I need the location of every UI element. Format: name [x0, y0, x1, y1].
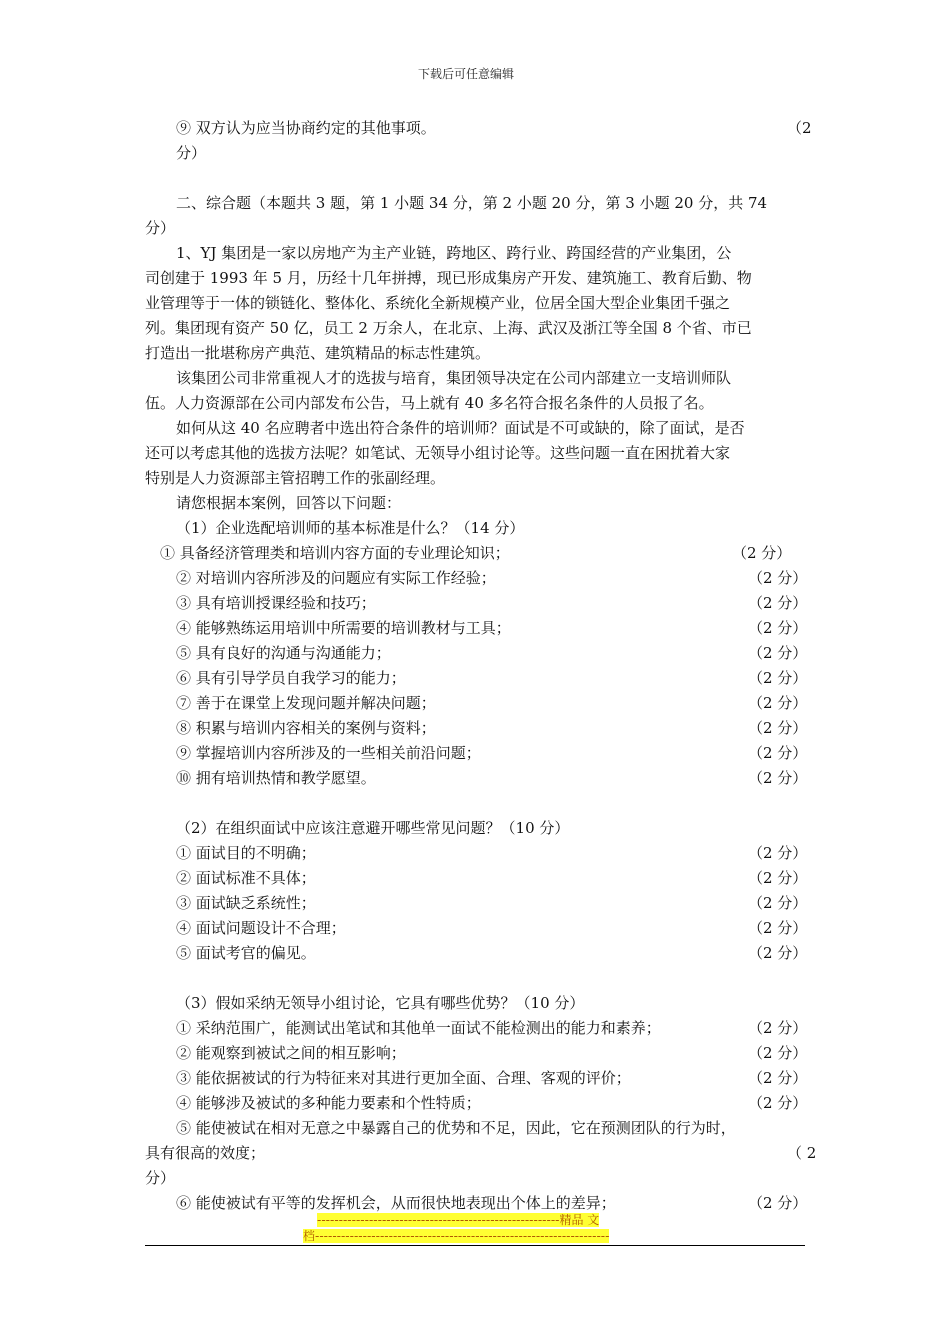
q2-title: （2）在组织面试中应该注意避开哪些常见问题？（10 分）: [176, 819, 570, 837]
case-p2-line1: 该集团公司非常重视人才的选拔与培育，集团领导决定在公司内部建立一支培训师队: [176, 369, 732, 387]
item-9-score-cont: 分）: [176, 144, 207, 162]
q2-item: ⑤ 面试考官的偏见。: [176, 944, 316, 962]
q1-item-score: （2 分）: [748, 644, 808, 662]
case-p3-line1: 如何从这 40 名应聘者中选出符合条件的培训师？面试是不可或缺的，除了面试，是否: [176, 419, 745, 437]
q3-item: ③ 能依据被试的行为特征来对其进行更加全面、合理、客观的评价；: [176, 1069, 631, 1087]
q1-item: ⑧ 积累与培训内容相关的案例与资料；: [176, 719, 436, 737]
case-p1-line3: 业管理等于一体的锁链化、整体化、系统化全新规模产业，位居全国大型企业集团千强之: [145, 294, 731, 312]
q3-item-score: （2 分）: [748, 1044, 808, 1062]
q1-item: ⑦ 善于在课堂上发现问题并解决问题；: [176, 694, 436, 712]
q1-item-score: （2 分）: [748, 619, 808, 637]
q2-item-score: （2 分）: [748, 919, 808, 937]
q1-item-score: （2 分）: [748, 569, 808, 587]
footer-watermark-line1: --------------------------------------------------------精品 文: [317, 1213, 600, 1227]
q2-item-score: （2 分）: [748, 894, 808, 912]
q3-item: ① 采纳范围广，能测试出笔试和其他单一面试不能检测出的能力和素养；: [176, 1019, 661, 1037]
q1-item-score: （2 分）: [748, 594, 808, 612]
q3-item-score: （2 分）: [748, 1094, 808, 1112]
q2-item: ④ 面试问题设计不合理；: [176, 919, 346, 937]
q3-item-5-cont: 具有很高的效度；: [145, 1144, 266, 1162]
section-2-heading-cont: 分）: [145, 219, 176, 237]
q1-item: ① 具备经济管理类和培训内容方面的专业理论知识；: [160, 544, 510, 562]
case-prompt: 请您根据本案例，回答以下问题：: [176, 494, 402, 512]
q3-item-score: （2 分）: [748, 1019, 808, 1037]
q1-item: ③ 具有培训授课经验和技巧；: [176, 594, 376, 612]
q3-item-5: ⑤ 能使被试在相对无意之中暴露自己的优势和不足，因此，它在预测团队的行为时，: [176, 1119, 736, 1137]
q2-item-score: （2 分）: [748, 844, 808, 862]
q2-item: ③ 面试缺乏系统性；: [176, 894, 316, 912]
case-p1-line4: 列。集团现有资产 50 亿，员工 2 万余人，在北京、上海、武汉及浙江等全国 8 个省、市已: [145, 319, 752, 337]
q1-item: ⑤ 具有良好的沟通与沟通能力；: [176, 644, 391, 662]
q3-item-5-score: （ 2: [787, 1144, 817, 1162]
item-9-score: （2: [787, 119, 812, 137]
q1-item: ⑨ 掌握培训内容所涉及的一些相关前沿问题；: [176, 744, 481, 762]
q3-item: ④ 能够涉及被试的多种能力要素和个性特质；: [176, 1094, 481, 1112]
q2-item-score: （2 分）: [748, 944, 808, 962]
case-p3-line3: 特别是人力资源部主管招聘工作的张副经理。: [145, 469, 446, 487]
q3-title: （3）假如采纳无领导小组讨论，它具有哪些优势？（10 分）: [176, 994, 585, 1012]
case-p1-line1: 1、YJ 集团是一家以房地产为主产业链，跨地区、跨行业、跨国经营的产业集团，公: [176, 244, 732, 262]
q1-item-score: （2 分）: [748, 669, 808, 687]
footer-watermark-line2: 档--------------------------------------------------------------------: [303, 1229, 610, 1243]
page-header: 下载后可任意编辑: [418, 67, 515, 81]
item-9-text: ⑨ 双方认为应当协商约定的其他事项。: [176, 119, 436, 137]
q1-item-score: （2 分）: [748, 719, 808, 737]
case-p1-line5: 打造出一批堪称房产典范、建筑精品的标志性建筑。: [145, 344, 491, 362]
q1-item-score: （2 分）: [732, 544, 792, 562]
q1-item: ④ 能够熟练运用培训中所需要的培训教材与工具；: [176, 619, 511, 637]
q1-item: ⑩ 拥有培训热情和教学愿望。: [176, 769, 376, 787]
q2-item: ① 面试目的不明确；: [176, 844, 316, 862]
q3-item-score: （2 分）: [748, 1069, 808, 1087]
case-p1-line2: 司创建于 1993 年 5 月，历经十几年拼搏，现已形成集房产开发、建筑施工、教育后勤、物: [145, 269, 752, 287]
q1-item: ② 对培训内容所涉及的问题应有实际工作经验；: [176, 569, 496, 587]
footer-divider: [145, 1245, 805, 1246]
q3-item-6: ⑥ 能使被试有平等的发挥机会，从而很快地表现出个体上的差异；: [176, 1194, 616, 1212]
q3-item: ② 能观察到被试之间的相互影响；: [176, 1044, 406, 1062]
q1-item-score: （2 分）: [748, 744, 808, 762]
q2-item: ② 面试标准不具体；: [176, 869, 316, 887]
q1-item-score: （2 分）: [748, 694, 808, 712]
case-p2-line2: 伍。人力资源部在公司内部发布公告，马上就有 40 多名符合报名条件的人员报了名。: [145, 394, 714, 412]
case-p3-line2: 还可以考虑其他的选拔方法呢？如笔试、无领导小组讨论等。这些问题一直在困扰着大家: [145, 444, 731, 462]
q3-item-6-score: （2 分）: [748, 1194, 808, 1212]
q1-item: ⑥ 具有引导学员自我学习的能力；: [176, 669, 406, 687]
q3-item-5-score-cont: 分）: [145, 1169, 176, 1187]
q1-item-score: （2 分）: [748, 769, 808, 787]
section-2-heading: 二、综合题（本题共 3 题，第 1 小题 34 分，第 2 小题 20 分，第 3 小题 20 分，共 74: [176, 194, 768, 212]
q1-title: （1）企业选配培训师的基本标准是什么？（14 分）: [176, 519, 525, 537]
q2-item-score: （2 分）: [748, 869, 808, 887]
